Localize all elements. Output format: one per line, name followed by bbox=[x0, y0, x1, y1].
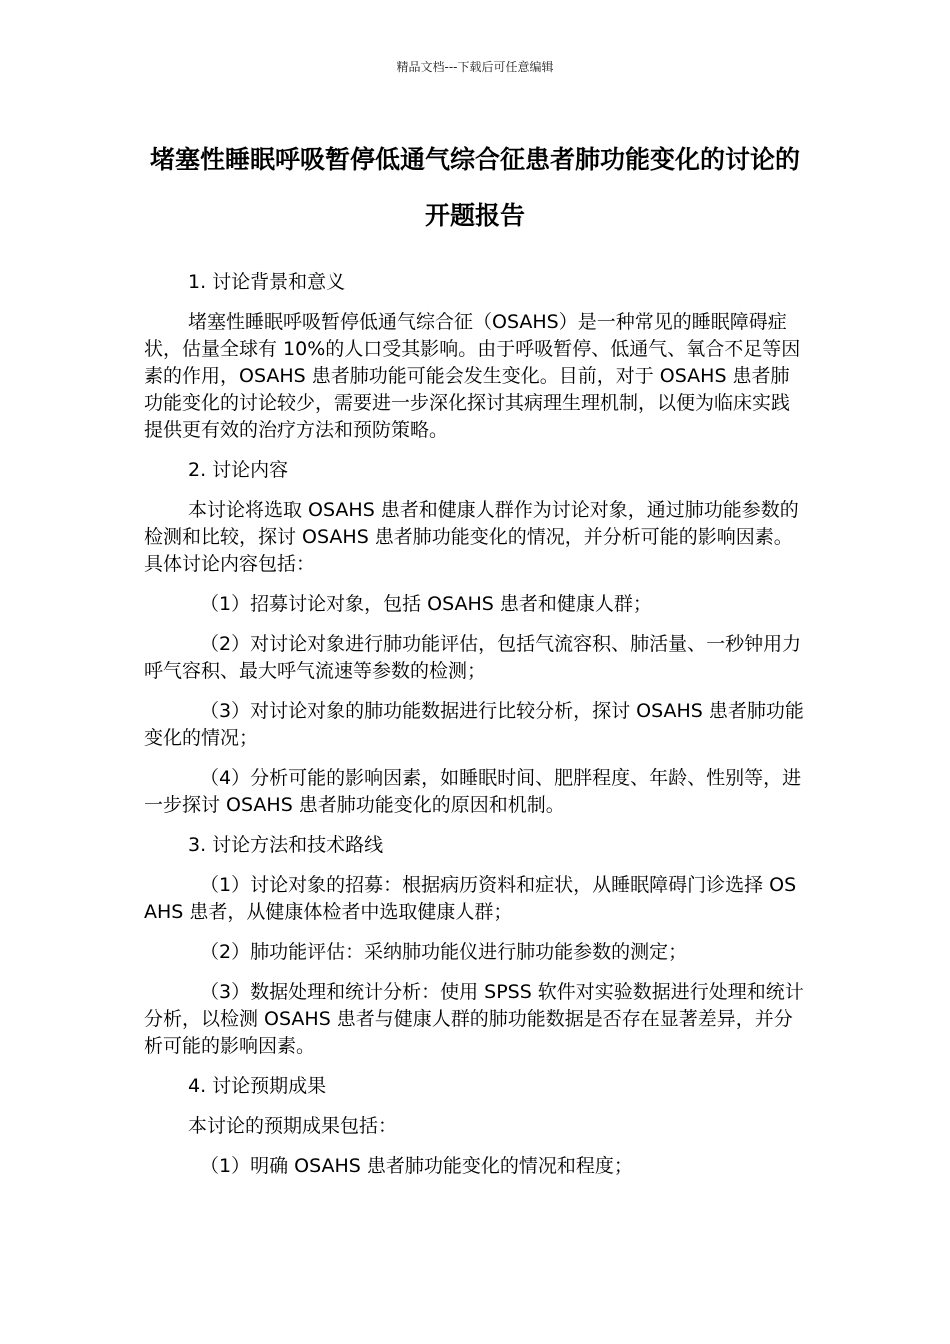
list-item: （2）肺功能评估：采纳肺功能仪进行肺功能参数的测定； bbox=[200, 941, 688, 963]
list-item: （2）对讨论对象进行肺功能评估，包括气流容积、肺活量、一秒钟用力呼气容积、最大呼气流速等参数的检测； bbox=[144, 633, 802, 682]
section-heading: 2. 讨论内容 bbox=[188, 459, 289, 481]
list-item: （3）对讨论对象的肺功能数据进行比较分析，探讨 OSAHS 患者肺功能变化的情况； bbox=[144, 700, 804, 749]
list-item: （1）明确 OSAHS 患者肺功能变化的情况和程度； bbox=[200, 1155, 633, 1177]
body-paragraph: 本讨论的预期成果包括： bbox=[188, 1115, 398, 1137]
list-item: （4）分析可能的影响因素，如睡眠时间、肥胖程度、年龄、性别等，进一步探讨 OSAHS 患者肺功能变化的原因和机制。 bbox=[144, 767, 802, 816]
list-item: （1）讨论对象的招募：根据病历资料和症状，从睡眠障碍门诊选择 OSAHS 患者，从健康体检者中选取健康人群； bbox=[144, 874, 797, 923]
section-heading: 4. 讨论预期成果 bbox=[188, 1075, 327, 1097]
document-body bbox=[144, 269, 806, 1193]
body-paragraph: 本讨论将选取 OSAHS 患者和健康人群作为讨论对象，通过肺功能参数的检测和比较，探讨 OSAHS 患者肺功能变化的情况，并分析可能的影响因素。具体讨论内容包括： bbox=[144, 499, 799, 575]
document-title: 堵塞性睡眠呼吸暂停低通气综合征患者肺功能变化的讨论的开题报告 bbox=[149, 145, 800, 230]
body-paragraph: 堵塞性睡眠呼吸暂停低通气综合征（OSAHS）是一种常见的睡眠障碍症状，估量全球有 10%的人口受其影响。由于呼吸暂停、低通气、氧合不足等因素的作用，OSAHS 患者肺功能可能会发生变化。目前，对于 OSAHS 患者肺功能变化的讨论较少，需要进一步深化探讨其病理生理机制，以便为临床实践提供更有效的治疗方法和预防策略。 bbox=[144, 311, 801, 441]
list-item: （1）招募讨论对象，包括 OSAHS 患者和健康人群； bbox=[200, 593, 652, 615]
section-heading: 1. 讨论背景和意义 bbox=[188, 271, 346, 293]
list-item: （3）数据处理和统计分析：使用 SPSS 软件对实验数据进行处理和统计分析，以检测 OSAHS 患者与健康人群的肺功能数据是否存在显著差异，并分析可能的影响因素。 bbox=[144, 981, 804, 1057]
header-note: 精品文档---下载后可任意编辑 bbox=[396, 60, 554, 74]
section-heading: 3. 讨论方法和技术路线 bbox=[188, 834, 384, 856]
